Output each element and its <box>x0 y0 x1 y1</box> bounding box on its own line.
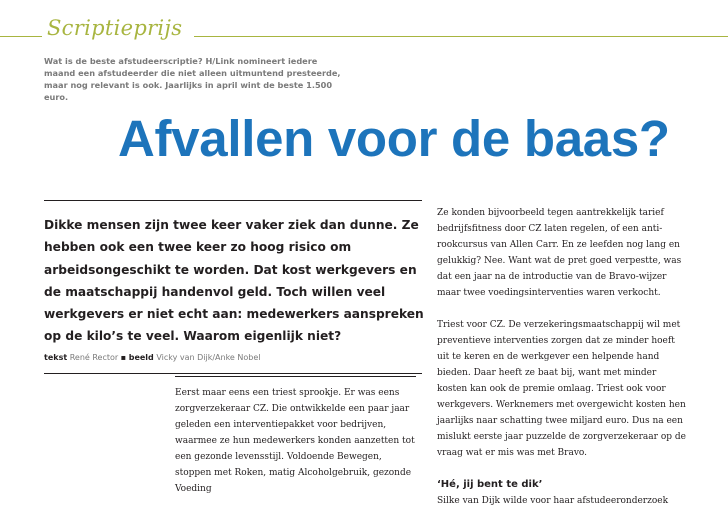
article-title: Afvallen voor de baas? <box>118 110 670 167</box>
header-rule-right <box>194 36 728 37</box>
credits-separator: ▪ <box>120 353 127 362</box>
credits-text-label: tekst <box>44 353 68 362</box>
lead-paragraph: Dikke mensen zijn twee keer vaker ziek dan dunne. Ze hebben ook een twee keer zo hoog risico om arbeidsongeschikt te worden. Dat kost werkgevers en de maatschappij handenvol geld. Toch willen veel werkgevers er niet echt aan: medewerkers aanspreken op de kilo’s te veel. Waarom eigenlijk niet? <box>44 218 424 344</box>
header-rule-left <box>0 36 42 37</box>
body-paragraph: Ze konden bijvoorbeeld tegen aantrekkelijk tarief bedrijfsfitness door CZ laten regelen, of een anti-rookcursus van Allen Carr. En ze leefden nog lang en gelukkig? Nee. Want wat de pret goed verpestte, was dat een jaar na de introductie van de Bravo-wijzer maar twee voedingsinterventies waren verkocht. <box>437 208 682 298</box>
body-paragraph: Triest voor CZ. De verzekeringsmaatschappij wil met preventieve interventies zorgen dat ze minder hoeft uit te keren en de werkgever een helpende hand bieden. Daar heeft ze baat bij, want met minder kosten kan ook de premie omlaag. Triest ook voor werkgevers. Werknemers met overgewicht kosten hen jaarlijks naar schatting twee miljard euro. Dus na een mislukt eerste jaar puzzelde de zorgverzekeraar op de vraag wat er mis was met Bravo. <box>437 320 686 458</box>
lead-bottom-rule <box>44 373 422 374</box>
credits-image-label: beeld <box>128 353 154 362</box>
intro-text: Wat is de beste afstudeerscriptie? H/Link nomineert iedere maand een afstudeerder die niet alleen uitmuntend presteerde, maar nog relevant is ook. Jaarlijks in april wint de beste 1.500 euro. <box>44 56 341 102</box>
lead-top-rule <box>44 200 422 201</box>
credits <box>44 353 424 362</box>
body-column-1: Eerst maar eens een triest sprookje. Er was eens zorgverzekeraar CZ. Die ontwikkelde een paar jaar geleden een interventiepakket voor bedrijven, waarmee ze hun medewerkers konden aanzetten tot een gezonde levensstijl. Voldoende Bewegen, stoppen met Roken, matig Alcoholgebruik, gezonde Voeding <box>175 388 415 494</box>
body-column-2 <box>437 205 687 509</box>
section-label: Scriptieprijs <box>47 16 183 40</box>
body-top-rule <box>175 376 416 377</box>
credits-text-author: René Rector <box>69 353 119 362</box>
subheading: ‘Hé, jij bent te dik’ <box>437 479 543 490</box>
body-paragraph: Silke van Dijk wilde voor haar afstudeeronderzoek <box>437 496 669 506</box>
credits-image-author: Vicky van Dijk/Anke Nobel <box>156 353 261 362</box>
